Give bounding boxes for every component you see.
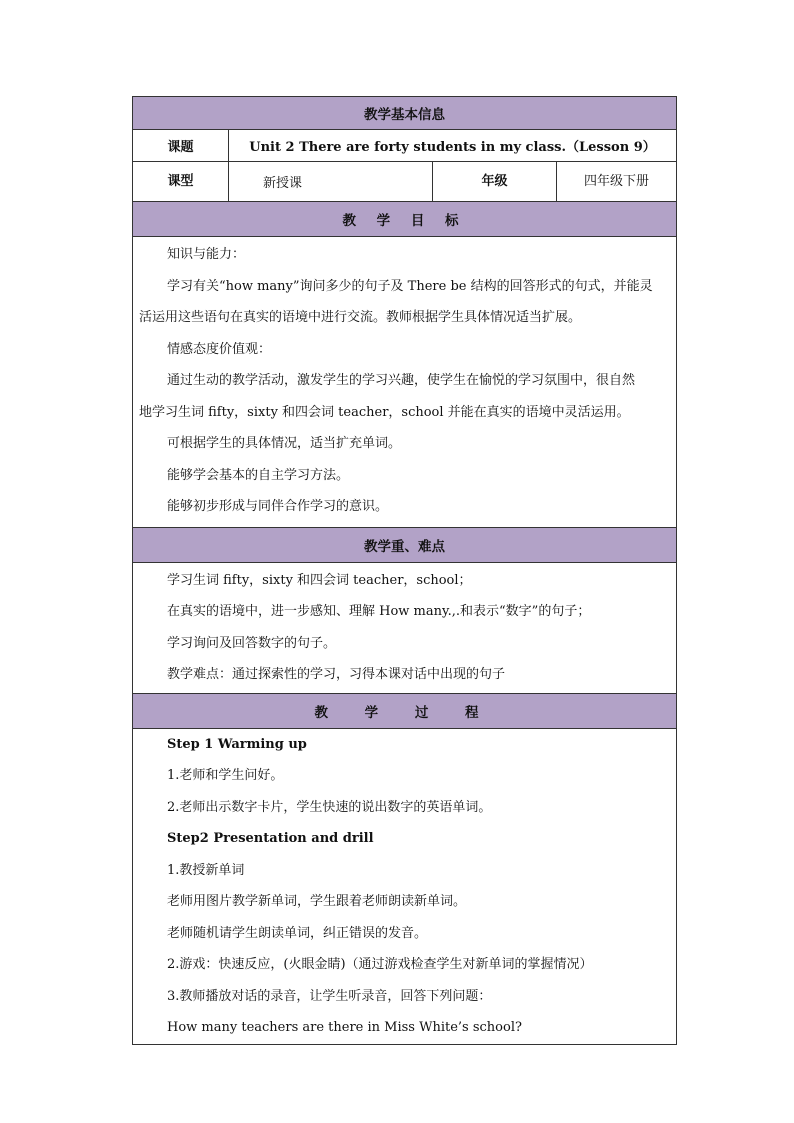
goals-line: 通过生动的教学活动，激发学生的学习兴趣，使学生在愉悦的学习氛围中，很自然: [167, 373, 636, 388]
process-line: 老师随机请学生朗读单词，纠正错误的发音。: [167, 925, 428, 941]
goals-line: 知识与能力：: [167, 247, 246, 262]
grade-label: 年级: [433, 162, 557, 201]
type-row: [133, 162, 676, 202]
process-section: [133, 729, 676, 1044]
process-line: 老师用图片教学新单词，学生跟着老师朗读新单词。: [167, 894, 467, 909]
key-line: 在真实的语境中，进一步感知、理解 How many.,.和表示“数字”的句子；: [167, 604, 591, 619]
step-heading: Step2 Presentation and drill: [167, 831, 374, 846]
topic-value: Unit 2 There are forty students in my class.（Lesson 9）: [249, 140, 656, 155]
goals-line: 活运用这些语句在真实的语境中进行交流。教师根据学生具体情况适当扩展。: [139, 310, 582, 325]
goals-header: 教 学 目 标: [133, 202, 676, 237]
goals-line: 情感态度价值观：: [167, 341, 272, 357]
goals-line: 可根据学生的具体情况，适当扩充单词。: [167, 436, 402, 451]
lesson-plan-table: [132, 96, 677, 1045]
process-header: 教 学 过 程: [133, 694, 676, 729]
key-line: 学习生词 fifty，sixty 和四会词 teacher，school；: [167, 572, 472, 588]
process-line: 1.教授新单词: [167, 862, 245, 878]
step-heading: Step 1 Warming up: [167, 736, 307, 752]
process-line: 1.老师和学生问好。: [167, 768, 284, 783]
process-line: 3.教师播放对话的录音，让学生听录音，回答下列问题：: [167, 988, 492, 1004]
goals-line: 能够学会基本的自主学习方法。: [167, 467, 350, 483]
type-value: 新授课: [229, 162, 433, 201]
process-line: How many teachers are there in Miss White’s school?: [167, 1020, 522, 1035]
key-line: 教学难点：通过探索性的学习，习得本课对话中出现的句子: [167, 667, 506, 682]
goals-line: 学习有关“how many”询问多少的句子及 There be 结构的回答形式的句式，并能灵: [167, 278, 653, 294]
topic-label: 课题: [133, 130, 229, 161]
goals-section: [133, 237, 676, 528]
key-points-header: 教学重、难点: [133, 528, 676, 563]
process-line: 2.老师出示数字卡片，学生快速的说出数字的英语单词。: [167, 799, 492, 815]
topic-row: [133, 130, 676, 162]
goals-line: 地学习生词 fifty，sixty 和四会词 teacher，school 并能在真实的语境中灵活运用。: [139, 404, 630, 420]
goals-line: 能够初步形成与同伴合作学习的意识。: [167, 499, 389, 514]
key-line: 学习询问及回答数字的句子。: [167, 635, 337, 651]
key-points-section: [133, 563, 676, 694]
type-label: 课型: [133, 162, 229, 201]
basic-info-header: 教学基本信息: [133, 97, 676, 130]
process-line: 2.游戏：快速反应，(火眼金睛)（通过游戏检查学生对新单词的掌握情况）: [167, 957, 593, 972]
grade-value: 四年级下册: [583, 174, 649, 189]
